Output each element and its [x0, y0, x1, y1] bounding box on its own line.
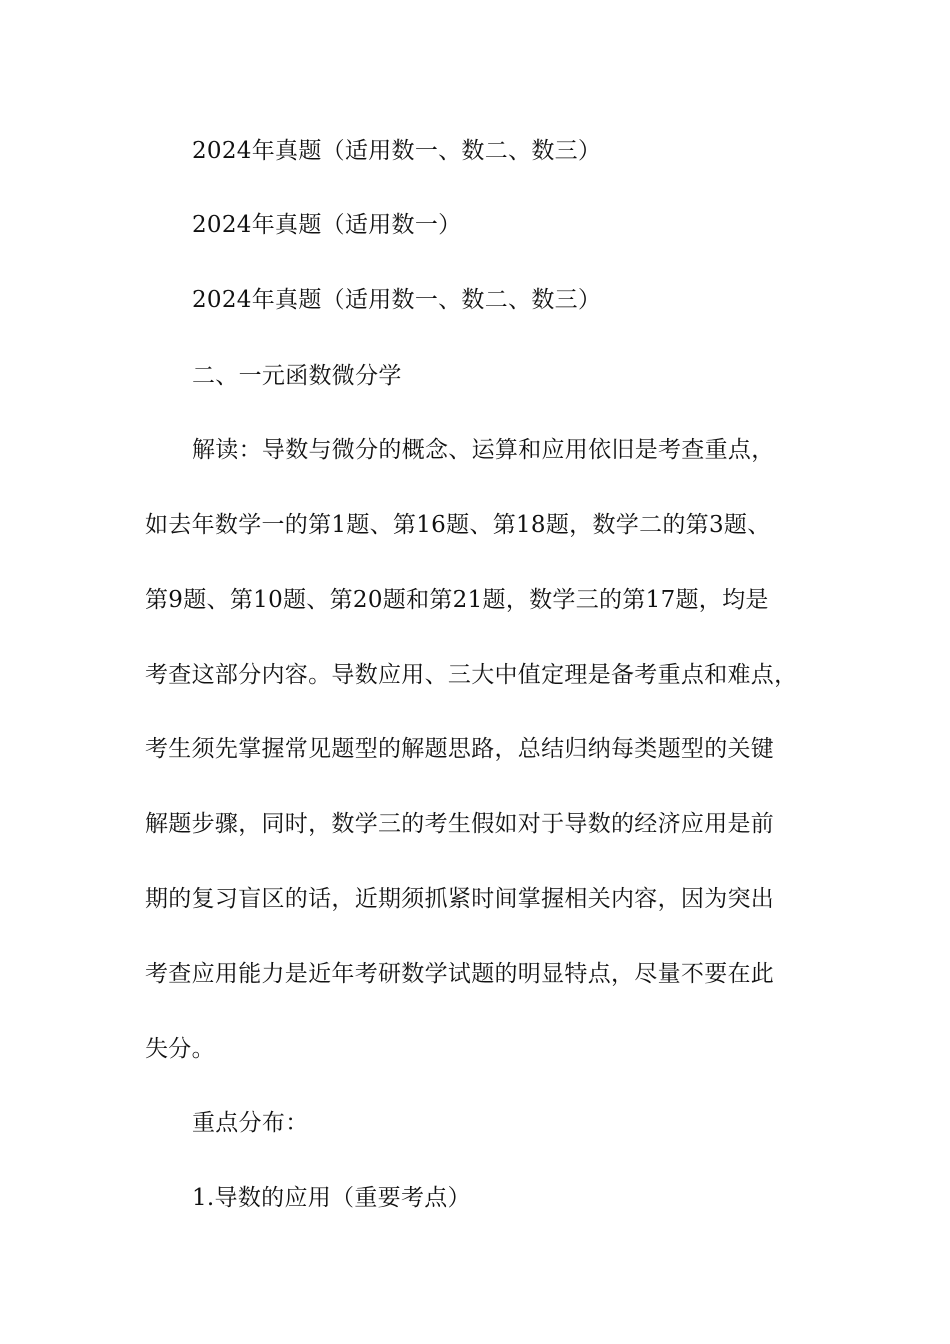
exam-ref-line-2: 2024年真题（适用数一） [192, 212, 462, 238]
paragraph-line: 解读：导数与微分的概念、运算和应用依旧是考查重点， [192, 437, 775, 463]
paragraph-line: 如去年数学一的第1题、第16题、第18题，数学二的第3题、 [145, 512, 771, 538]
paragraph-line: 第9题、第10题、第20题和第21题，数学三的第17题，均是 [145, 587, 769, 613]
paragraph-line: 考查应用能力是近年考研数学试题的明显特点，尽量不要在此 [145, 961, 775, 987]
paragraph-line: 期的复习盲区的话，近期须抓紧时间掌握相关内容，因为突出 [145, 886, 775, 912]
paragraph-line: 解题步骤，同时，数学三的考生假如对于导数的经济应用是前 [145, 811, 775, 837]
exam-ref-line-3: 2024年真题（适用数一、数二、数三） [192, 287, 602, 313]
section-heading: 二、一元函数微分学 [192, 363, 402, 389]
exam-ref-line-1: 2024年真题（适用数一、数二、数三） [192, 138, 602, 164]
paragraph-line: 失分。 [145, 1036, 215, 1062]
list-item: 1.导数的应用（重要考点） [192, 1185, 471, 1211]
paragraph-line: 考查这部分内容。导数应用、三大中值定理是备考重点和难点， [145, 662, 798, 688]
paragraph-line: 考生须先掌握常见题型的解题思路，总结归纳每类题型的关键 [145, 736, 775, 762]
subheading-key-points: 重点分布： [192, 1110, 309, 1136]
